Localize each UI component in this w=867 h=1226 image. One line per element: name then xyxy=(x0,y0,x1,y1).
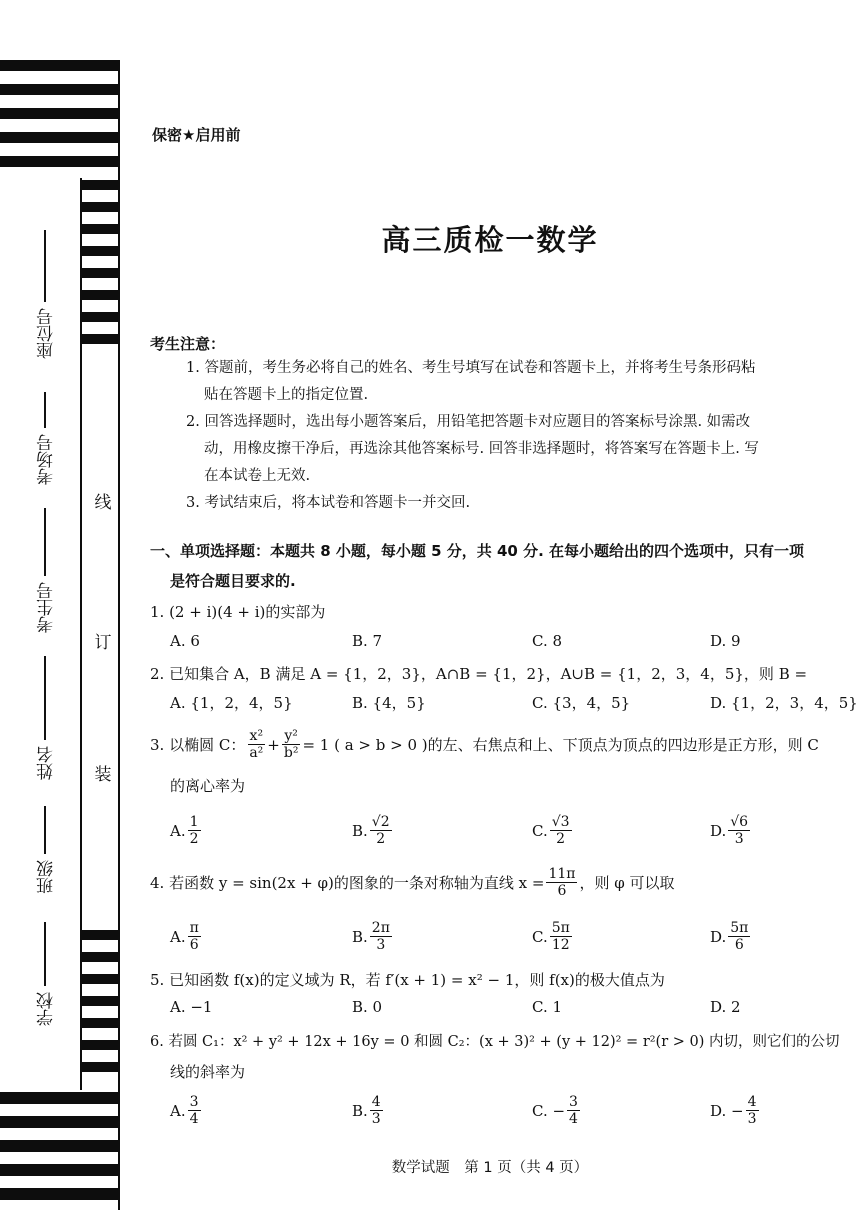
q4-prefix: 4. 若函数 y = sin(2x + φ)的图象的一条对称轴为直线 x = xyxy=(150,873,545,892)
denominator: 3 xyxy=(734,831,744,847)
q2-option-c: C. {3，4，5} xyxy=(532,694,631,712)
stripe xyxy=(0,1116,120,1128)
seal-line-char: 线 xyxy=(94,493,112,513)
question-1-stem: 1. (2 + i)(4 + i)的实部为 xyxy=(150,603,326,621)
q5-option-d: D. 2 xyxy=(710,998,741,1016)
stripe xyxy=(82,930,120,940)
q4-option-b xyxy=(352,920,394,953)
q3-prefix: 3. 以椭圆 C： xyxy=(150,735,246,754)
denominator: 4 xyxy=(189,1111,199,1127)
field-name: 姓名 xyxy=(37,746,57,780)
fraction xyxy=(746,1094,759,1127)
q3-option-a xyxy=(170,814,203,847)
q6-option-c xyxy=(532,1094,582,1127)
notice-line: 贴在答题卡上的指定位置. xyxy=(204,387,369,403)
stripe xyxy=(82,268,120,278)
notice-line: 在本试卷上无效. xyxy=(204,468,311,484)
q4-option-c xyxy=(532,920,574,953)
field-seat-number: 座位号 xyxy=(37,308,57,359)
q3-option-b xyxy=(352,814,394,847)
stripe xyxy=(82,1018,120,1028)
q4-option-d xyxy=(710,920,752,953)
denominator: 6 xyxy=(734,937,744,953)
fraction xyxy=(282,728,301,761)
fraction xyxy=(550,920,572,953)
option-letter: D. xyxy=(710,821,727,840)
q1-option-a: A. 6 xyxy=(170,632,200,650)
stripe xyxy=(82,974,120,984)
numerator: √3 xyxy=(551,814,570,830)
fraction xyxy=(188,1094,201,1127)
numerator: 5π xyxy=(730,920,749,936)
stripe xyxy=(0,1092,120,1104)
option-letter: C. − xyxy=(532,1101,566,1120)
denominator: b² xyxy=(283,745,299,761)
denominator: 3 xyxy=(371,1111,381,1127)
fraction xyxy=(728,814,750,847)
fraction xyxy=(546,866,577,899)
q1-option-c: C. 8 xyxy=(532,632,563,650)
q1-option-b: B. 7 xyxy=(352,632,383,650)
seal-pack-char: 装 xyxy=(94,765,112,785)
numerator: y² xyxy=(284,728,298,744)
q1-option-d: D. 9 xyxy=(710,632,741,650)
question-2-stem: 2. 已知集合 A，B 满足 A = {1，2，3}，A∩B = {1，2}，A∪B = {1，2，3，4，5}，则 B = xyxy=(150,665,808,683)
stripe xyxy=(82,1062,120,1072)
denominator: 6 xyxy=(557,883,567,899)
option-letter: A. xyxy=(170,821,186,840)
stripe xyxy=(82,996,120,1006)
fraction xyxy=(550,814,572,847)
field-blank[interactable] xyxy=(44,392,46,428)
stripe xyxy=(82,202,120,212)
denominator: 2 xyxy=(376,831,386,847)
field-school: 学校 xyxy=(37,992,57,1026)
stripe xyxy=(82,952,120,962)
q2-option-d: D. {1，2，3，4，5} xyxy=(710,694,858,712)
option-letter: C. xyxy=(532,821,548,840)
option-letter: D. xyxy=(710,927,727,946)
page-footer: 数学试题 第 1 页（共 4 页） xyxy=(391,1160,589,1176)
numerator: 3 xyxy=(189,1094,199,1110)
question-4-stem xyxy=(150,866,840,899)
denominator: 3 xyxy=(747,1111,757,1127)
numerator: x² xyxy=(249,728,264,744)
notice-line: 动，用橡皮擦干净后，再选涂其他答案标号. 回答非选择题时，将答案写在答题卡上. 写 xyxy=(204,441,759,457)
q5-option-a: A. −1 xyxy=(170,998,213,1016)
option-letter: A. xyxy=(170,927,186,946)
option-letter: C. xyxy=(532,927,548,946)
stripe xyxy=(0,60,120,71)
q3-equation: = 1 ( a > b > 0 ) xyxy=(302,735,428,754)
q3-suffix: 的左、右焦点和上、下顶点为顶点的四边形是正方形，则 C xyxy=(427,735,819,754)
denominator: 4 xyxy=(569,1111,578,1127)
fraction xyxy=(370,920,392,953)
stripe xyxy=(82,334,120,344)
denominator: 6 xyxy=(189,937,199,953)
field-exam-room: 考场号 xyxy=(37,434,57,485)
q3-option-d xyxy=(710,814,752,847)
numerator: 1 xyxy=(189,814,199,830)
field-class: 班级 xyxy=(37,860,57,894)
numerator: 2π xyxy=(371,920,390,936)
fraction xyxy=(188,920,201,953)
plus-sign: + xyxy=(267,735,280,754)
fraction xyxy=(247,728,265,761)
notice-line: 3. 考试结束后，将本试卷和答题卡一并交回. xyxy=(186,495,471,511)
stripe xyxy=(0,156,120,167)
stripe xyxy=(0,1140,120,1152)
stripe xyxy=(0,84,120,95)
section-heading: 是符合题目要求的. xyxy=(170,572,296,590)
option-letter: B. xyxy=(352,1101,368,1120)
numerator: √6 xyxy=(730,814,749,830)
numerator: 3 xyxy=(569,1094,578,1110)
fraction xyxy=(370,1094,383,1127)
field-candidate-number: 考生号 xyxy=(37,582,57,633)
denominator: 3 xyxy=(376,937,386,953)
question-5-stem: 5. 已知函数 f(x)的定义域为 R，若 f′(x + 1) = x² − 1，则 f(x)的极大值点为 xyxy=(150,971,665,989)
q4-suffix: ，则 φ 可以取 xyxy=(579,873,675,892)
notice-line: 2. 回答选择题时，选出每小题答案后，用铅笔把答题卡对应题目的答案标号涂黑. 如需改 xyxy=(186,414,751,430)
q5-option-b: B. 0 xyxy=(352,998,383,1016)
question-6-line2: 线的斜率为 xyxy=(170,1063,246,1081)
question-6-stem: 6. 若圆 C₁：x² + y² + 12x + 16y = 0 和圆 C₂：(x + 3)² + (y + 12)² = r²(r > 0) 内切，则它们的公切 xyxy=(150,1034,840,1050)
stripe xyxy=(82,1040,120,1050)
numerator: 4 xyxy=(747,1094,757,1110)
q4-option-a xyxy=(170,920,203,953)
stripe xyxy=(82,290,120,300)
stripe xyxy=(82,180,120,190)
q6-option-b xyxy=(352,1094,385,1127)
q6-option-a xyxy=(170,1094,203,1127)
field-blank[interactable] xyxy=(44,806,46,854)
page-title: 高三质检一数学 xyxy=(381,223,599,257)
fraction xyxy=(567,1094,580,1127)
q2-option-b: B. {4，5} xyxy=(352,694,426,712)
stripe xyxy=(0,108,120,119)
section-heading: 一、单项选择题：本题共 8 小题，每小题 5 分，共 40 分. 在每小题给出的四个选项中，只有一项 xyxy=(150,542,805,560)
fraction xyxy=(188,814,201,847)
option-letter: D. − xyxy=(710,1101,744,1120)
fraction xyxy=(728,920,750,953)
q2-option-a: A. {1，2，4，5} xyxy=(170,694,293,712)
q6-option-d xyxy=(710,1094,761,1127)
option-letter: B. xyxy=(352,821,368,840)
notice-line: 1. 答题前，考生务必将自己的姓名、考生号填写在试卷和答题卡上，并将考生号条形码粘 xyxy=(186,360,756,376)
q3-option-c xyxy=(532,814,574,847)
denominator: 2 xyxy=(556,831,566,847)
frame-line xyxy=(80,178,82,1090)
field-blank[interactable] xyxy=(44,508,46,576)
denominator: 2 xyxy=(189,831,199,847)
numerator: 11π xyxy=(548,866,576,882)
notice-title: 考生注意： xyxy=(150,335,226,353)
question-3-line2: 的离心率为 xyxy=(170,777,246,795)
denominator: 12 xyxy=(551,937,570,953)
confidential-label: 保密★启用前 xyxy=(152,126,241,144)
seal-bind-char: 订 xyxy=(94,633,112,653)
question-3-stem xyxy=(150,728,840,761)
stripe xyxy=(82,312,120,322)
fraction xyxy=(370,814,392,847)
option-letter: A. xyxy=(170,1101,186,1120)
stripe xyxy=(0,1188,120,1200)
numerator: 5π xyxy=(551,920,570,936)
field-blank[interactable] xyxy=(44,922,46,986)
stripe xyxy=(0,132,120,143)
field-blank[interactable] xyxy=(44,656,46,740)
option-letter: B. xyxy=(352,927,368,946)
numerator: 4 xyxy=(371,1094,381,1110)
q5-option-c: C. 1 xyxy=(532,998,563,1016)
denominator: a² xyxy=(249,745,264,761)
numerator: π xyxy=(189,920,199,936)
numerator: √2 xyxy=(371,814,390,830)
